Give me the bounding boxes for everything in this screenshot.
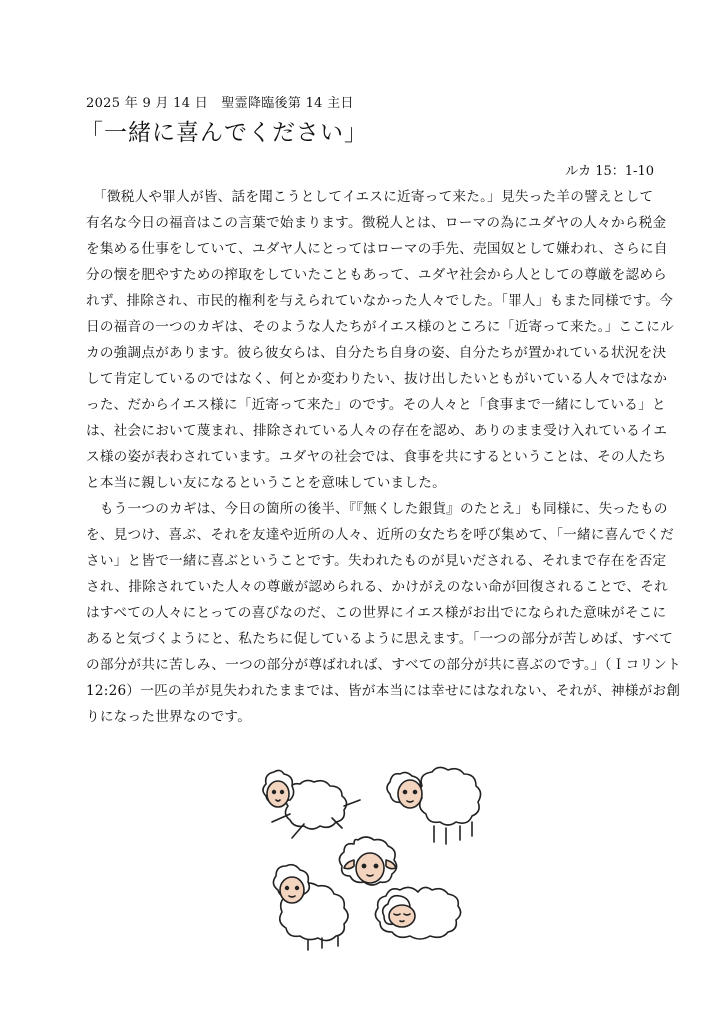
body-line: を、見つけ、喜ぶ、それを友達や近所の人々、近所の女たちを呼び集めて、「一緒に喜んでくだ [86, 527, 674, 543]
body-line: はすべての人々にとっての喜びなのだ、この世界にイエス様がお出でになられた意味がそこに [86, 605, 667, 621]
body-line: 「徴税人や罪人が皆、話を聞こうとしてイエスに近寄って来た。」見失った羊の譬えとして [86, 189, 654, 205]
body-line: は、社会において蔑まれ、排除されている人々の存在を認め、ありのまま受け入れているイエ [86, 423, 668, 439]
body-line: 有名な今日の福音はこの言葉で始まります。徴税人とは、ローマの為にユダヤの人々から税金 [86, 215, 667, 231]
body-line: 日の福音の一つのカギは、そのような人たちがイエス様のところに「近寄って来た。」ここにル [86, 319, 674, 335]
sheep-icon [375, 887, 460, 939]
sermon-body [86, 184, 681, 730]
body-line: カの強調点があります。彼ら彼女らは、自分たち自身の姿、自分たちが置かれている状況を決 [86, 345, 667, 361]
body-line: さい」と皆で一緒に喜ぶということです。失われたものが見いだされる、それまで存在を否定 [86, 553, 667, 569]
page-title: 「一緒に喜んでください」 [80, 120, 368, 146]
sheep-icon [387, 767, 481, 844]
body-line: を集める仕事をしていて、ユダヤ人にとってはローマの手先、売国奴として嫌われ、さらに自 [86, 241, 668, 257]
sheep-icon [263, 770, 360, 838]
body-line: して肯定しているのではなく、何とか変わりたい、抜け出したいともがいている人々ではなか [86, 371, 668, 387]
sheep-icon [339, 837, 396, 885]
body-line: れず、排除され、市民的権利を与えられていなかった人々でした。「罪人」もまた同様です。今 [86, 293, 674, 309]
body-line: りになった世界なのです。 [86, 709, 252, 725]
scripture-reference: ルカ 15：1-10 [565, 164, 654, 179]
body-line: った、だからイエス様に「近寄って来た」のです。その人々と「食事まで一緒にしている」と [86, 397, 666, 413]
body-line: の部分が共に苦しみ、一つの部分が尊ばれれば、すべての部分が共に喜ぶのです。」（Ｉコリント [86, 657, 681, 673]
date-line: 2025 年 9 月 14 日 聖霊降臨後第 14 主日 [86, 96, 354, 111]
body-line: ス様の姿が表わされています。ユダヤの社会では、食事を共にするということは、その人たち [86, 449, 667, 465]
body-line: と本当に親しい友になるということを意味していました。 [86, 475, 446, 491]
body-line: 分の懐を肥やすための搾取をしていたこともあって、ユダヤ社会から人としての尊厳を認めら [86, 267, 668, 283]
sheep-icon [273, 865, 348, 950]
body-line: され、排除されていた人々の尊厳が認められる、かけがえのない命が回復されることで、それ [86, 579, 668, 595]
body-line: 12:26）一匹の羊が見失われたままでは、皆が本当には幸せにはなれない、それが、神様がお創 [86, 683, 681, 699]
sheep-flock-icon [250, 756, 510, 956]
body-line: あると気づくようにと、私たちに促しているように思えます。「一つの部分が苦しめば、すべて [86, 631, 674, 647]
body-line: もう一つのカギは、今日の箇所の後半、『『無くした銀貨』のたとえ」も同様に、失ったもの [86, 501, 668, 517]
